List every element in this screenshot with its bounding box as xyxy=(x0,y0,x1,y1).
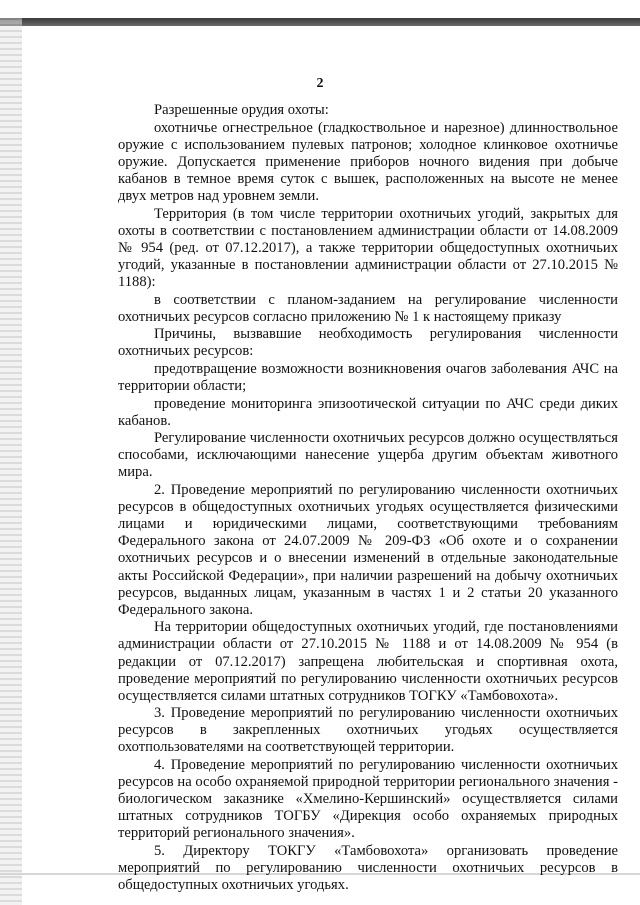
scan-left-edge xyxy=(0,18,22,905)
document-body xyxy=(118,102,618,895)
scan-top-edge xyxy=(0,18,640,26)
paragraph-item-3: 3. Проведение мероприятий по регулированию численности охотничьих ресурсов в закрепленных охотничьих угодьях осуществляется охотпользователями на соответствующей территории. xyxy=(118,705,618,756)
paragraph-item-4: 4. Проведение мероприятий по регулированию численности охотничьих ресурсов на особо охраняемой природной территории регионального значения - биологическом заказнике «Хмелино-Кершинский» осуществляется силами штатных сотрудников ТОГБУ «Дирекция особо охраняемых природных территорий регионального значения». xyxy=(118,757,618,842)
paragraph-territory: Территория (в том числе территории охотничьих угодий, закрытых для охоты в соответствии с постановлением администрации области от 14.08.2009 № 954 (ред. от 07.12.2017), а также территории общедоступных охотничьих угодий, указанные в постановлении администрации области от 27.10.2015 № 1188): xyxy=(118,205,618,290)
paragraph-regulation-methods: Регулирование численности охотничьих ресурсов должно осуществляться способами, исключающими нанесение ущерба другим объектам животного мира. xyxy=(118,430,618,481)
paragraph-reasons-heading: Причины, вызвавшие необходимость регулирования численности охотничьих ресурсов: xyxy=(118,326,618,360)
paragraph-reason-monitoring: проведение мониторинга эпизоотической ситуации по АЧС среди диких кабанов. xyxy=(118,395,618,429)
paragraph-item-5: 5. Директору ТОКГУ «Тамбовохота» организовать проведение мероприятий по регулированию численности охотничьих ресурсов в общедоступных охотничьих угодьях. xyxy=(118,843,618,894)
paragraph-weapons-list: охотничье огнестрельное (гладкоствольное и нарезное) длинноствольное оружие с использованием пулевых патронов; холодное клинковое охотничье оружие. Допускается применение приборов ночного видения при добыче кабанов в темное время суток с вышек, расположенных на высоте не менее двух метров над уровнем земли. xyxy=(118,119,618,204)
paragraph-reason-prevention: предотвращение возможности возникновения очагов заболевания АЧС на территории области; xyxy=(118,360,618,394)
paragraph-item-2: 2. Проведение мероприятий по регулированию численности охотничьих ресурсов в общедоступных охотничьих угодьях осуществляется физическими лицами и юридическими лицами, соответствующими требованиям Федерального закона от 24.07.2009 № 209-ФЗ «Об охоте и о сохранении охотничьих ресурсов и о внесении изменений в отдельные законодательные акты Российской Федерации», при наличии разрешений на добычу охотничьих ресурсов, выданных лицам, указанным в частях 1 и 2 статьи 20 указанного Федерального закона. xyxy=(118,482,618,618)
paragraph-plan-reference: в соответствии с планом-заданием на регулирование численности охотничьих ресурсов согласно приложению № 1 к настоящему приказу xyxy=(118,291,618,325)
paragraph-weapons-heading: Разрешенные орудия охоты: xyxy=(154,102,329,118)
page-number: 2 xyxy=(316,76,324,91)
paragraph-item-2-closed-areas: На территории общедоступных охотничьих угодий, где постановлениями администрации области от 27.10.2015 № 1188 и от 14.08.2009 № 954 (в редакции от 07.12.2017) запрещена любительская и спортивная охота, проведение мероприятий по регулированию численности охотничьих ресурсов осуществляется силами штатных сотрудников ТОГКУ «Тамбовохота». xyxy=(118,619,618,704)
